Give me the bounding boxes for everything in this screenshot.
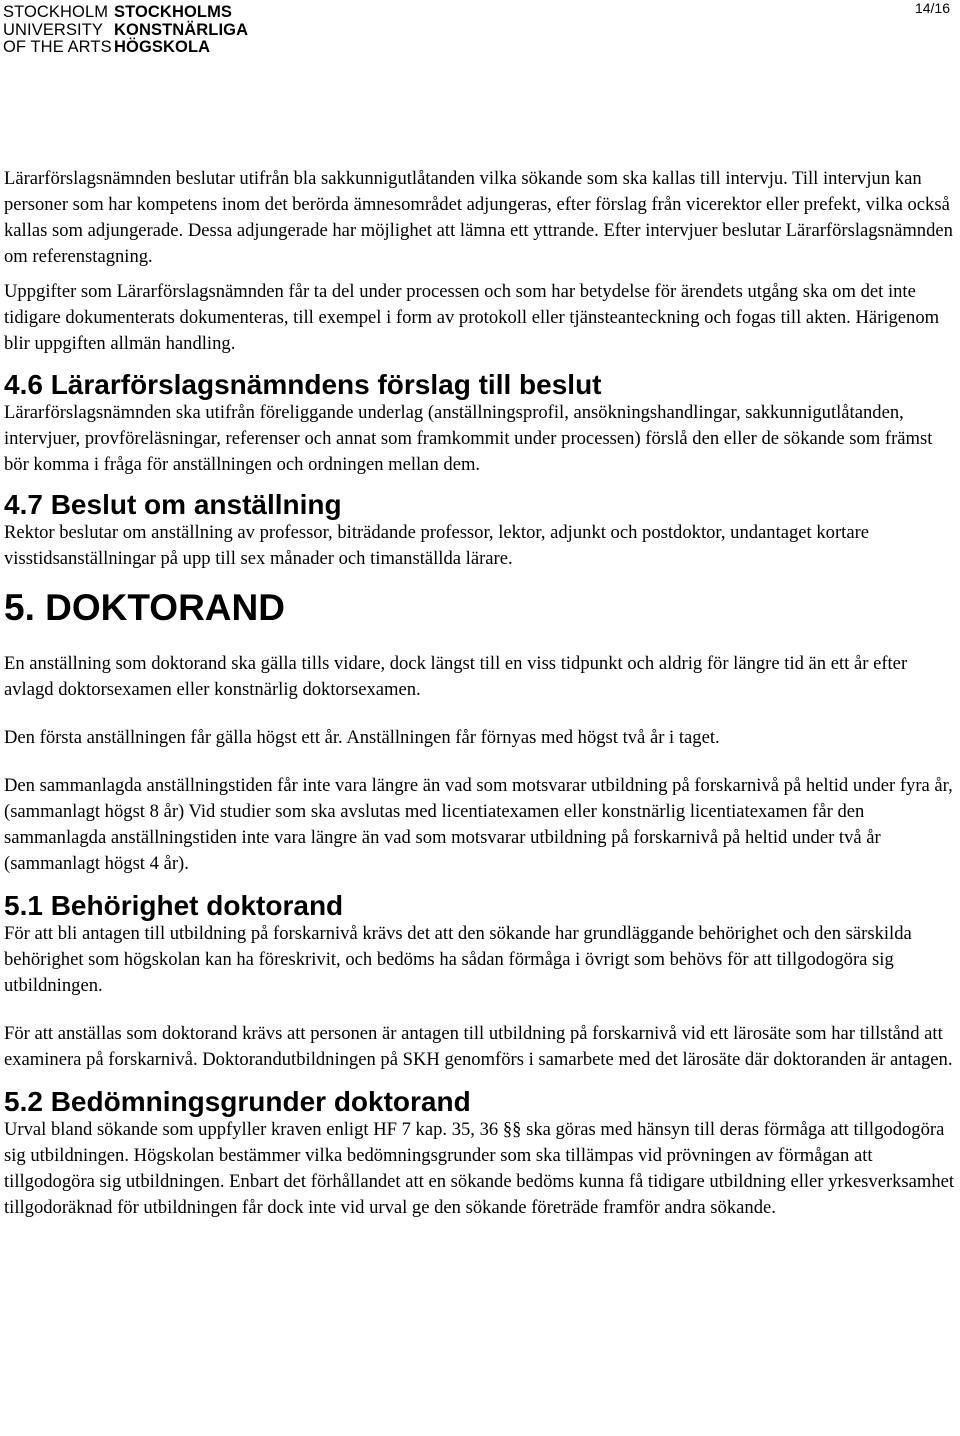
paragraph: Den första anställningen får gälla högst ett år. Anställningen får förnyas med högst två år i taget.: [4, 727, 720, 748]
logo-row: [3, 39, 248, 57]
logo-text-en: UNIVERSITY: [3, 20, 104, 39]
section-heading-5-2: 5.2 Bedömningsgrunder doktorand: [4, 1086, 471, 1117]
logo-text-sv: KONSTNÄRLIGA: [114, 20, 249, 39]
paragraph: Lärarförslagsnämnden beslutar utifrån bla sakkunnigutlåtanden vilka sökande som ska kallas till intervju. Till intervjun kan personer som har kompetens inom det berörda ämnesområdet adjungeras, efter förslag från vicerektor eller prefekt, vilka också kallas som adjungerade. Dessa adjungerade har möjlighet att lämna ett yttrande. Efter intervjuer beslutar Lärarförslagsnämnden om referenstagning.: [4, 168, 953, 267]
logo-text-en: STOCKHOLM: [3, 3, 109, 21]
paragraph: För att anställas som doktorand krävs att personen är antagen till utbildning på forskarnivå vid ett lärosäte som har tillstånd att examinera på forskarnivå. Doktorandutbildningen på SKH genomförs i samarbete med det lärosäte där doktoranden är antagen.: [4, 1023, 953, 1070]
paragraph: Rektor beslutar om anställning av professor, biträdande professor, lektor, adjunkt och postdoktor, undantaget kortare visstidsanställningar på upp till sex månader och timanställda lärare.: [4, 522, 870, 569]
paragraph: Den sammanlagda anställningstiden får inte vara längre än vad som motsvarar utbildning på forskarnivå på heltid under fyra år, (sammanlagt högst 8 år) Vid studier som ska avslutas med licentiatexamen eller konstnärlig licentiatexamen får den sammanlagda anställningstiden inte vara längre än vad som motsvarar utbildning på forskarnivå på heltid under två år (sammanlagt högst 4 år).: [4, 775, 953, 874]
page-number: 14/16: [914, 0, 950, 16]
document-body: [4, 166, 958, 1221]
chapter-heading-5: 5. DOKTORAND: [4, 587, 285, 628]
paragraph: Lärarförslagsnämnden ska utifrån föreliggande underlag (anställningsprofil, ansökningshandlingar, sakkunnigutlåtanden, intervjuer, provföreläsningar, referenser och annat som framkommit under processen) förslå den eller de sökande som främst bör komma i fråga för anställningen och ordningen mellan dem.: [4, 402, 933, 475]
university-logo: [3, 4, 248, 57]
paragraph: Uppgifter som Lärarförslagsnämnden får ta del under processen och som har betydelse för ärendets utgång ska om det inte tidigare dokumenterats dokumenteras, till exempel i form av protokoll eller tjänsteanteckning och fogas till akten. Härigenom blir uppgiften allmän handling.: [4, 281, 940, 354]
logo-text-sv: HÖGSKOLA: [114, 38, 211, 56]
logo-text-en: OF THE ARTS: [3, 38, 112, 56]
paragraph: En anställning som doktorand ska gälla tills vidare, dock längst till en viss tidpunkt och aldrig för längre tid än ett år efter avlagd doktorsexamen eller konstnärlig doktorsexamen.: [4, 653, 908, 700]
paragraph: Urval bland sökande som uppfyller kraven enligt HF 7 kap. 35, 36 §§ ska göras med hänsyn till deras förmåga att tillgodogöra sig utbildningen. Högskolan bestämmer vilka bedömningsgrunder som ska tillämpas vid prövningen av förmågan att tillgodogöra sig utbildningen. Enbart det förhållandet att en sökande bedöms kunna få tidigare utbildning eller yrkesverksamhet tillgodoräknad för utbildningen får dock inte vid urval ge den sökande företräde framför andra sökande.: [4, 1119, 955, 1218]
paragraph: För att bli antagen till utbildning på forskarnivå krävs det att den sökande har grundläggande behörighet och den särskilda behörighet som högskolan kan ha föreskrivit, och bedöms ha sådan förmåga i övrigt som behövs för att tillgodogöra sig utbildningen.: [4, 923, 912, 996]
section-heading-4-7: 4.7 Beslut om anställning: [4, 489, 342, 520]
logo-row: [3, 4, 248, 22]
logo-row: [3, 22, 248, 40]
section-heading-5-1: 5.1 Behörighet doktorand: [4, 890, 344, 921]
logo-text-sv: STOCKHOLMS: [114, 3, 233, 21]
section-heading-4-6: 4.6 Lärarförslagsnämndens förslag till beslut: [4, 369, 602, 400]
